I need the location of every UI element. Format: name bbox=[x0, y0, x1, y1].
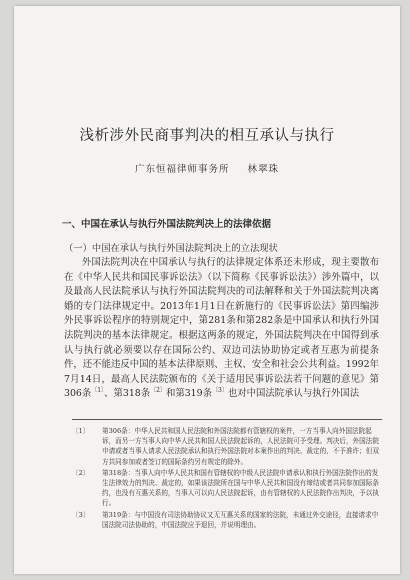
footnote-marker: 〔3〕 bbox=[72, 510, 90, 519]
author-line bbox=[14, 161, 400, 175]
section-heading: 一、中国在承认与执行外国法院判决上的法律依据 bbox=[62, 219, 272, 230]
paragraph-text: 外国法院判决在中国承认与执行的法律规定体系还未形成，现主要散布在《中华人民共和国民事诉讼法》（以下简称《民事诉讼法》）涉外篇中，以及最高人民法院承认与执行外国法院判决的司法解释和关于外国法院判决离婚的专门法律规定中。2013年1月1日在新施行的《民事诉讼法》第四编涉外民事诉讼程序的特别规定中，第281条和第282条是中国承认和执行外国法院判决的基本法律规定。根据这两条的规定，外国法院判决在中国得到承认与执行就必须要以存在国际公约、双边司法协助协定或者互惠为前提条件，还不能违反中国的基本法律原则、主权、安全和社会公共利益。1992年7月14日，最高人民法院颁布的《关于适用民事诉讼法若干问题的意见》第306条 bbox=[64, 257, 379, 400]
document-page bbox=[14, 6, 400, 574]
footnote-text: 第319条：与中国没有司法协助协议又无互惠关系的国家的法院，未通过外交途径，直接请求中国法院司法协助的，中国法院应予退回，并说明理由。 bbox=[102, 510, 379, 529]
footnotes bbox=[72, 426, 382, 531]
footnote-2 bbox=[72, 468, 382, 509]
footnote-divider bbox=[72, 419, 382, 420]
body-text bbox=[64, 256, 379, 402]
author-name: 林翠珠 bbox=[247, 164, 280, 175]
footnote-text: 第306条：中华人民共和国人民法院和外国法院都有管辖权的案件，一方当事人向外国法院起诉，而另一方当事人向中华人民共和国人民法院起诉的，人民法院可予受理。判决后，外国法院申请或者当事人请求人民法院承认和执行外国法院对本案作出的判决、裁定的，不予准许；但双方共同参加或者签订的国际条约另有规定的除外。 bbox=[102, 427, 379, 466]
paragraph-text-mid-1: 、第318条 bbox=[104, 388, 151, 400]
footnote-marker: 〔1〕 bbox=[72, 427, 90, 435]
paragraph-text-end: 也对中国法院承认与执行外国法 bbox=[227, 388, 360, 400]
footnote-ref-2: 〔2〕 bbox=[150, 387, 166, 395]
article-title: 浅析涉外民商事判决的相互承认与执行 bbox=[79, 128, 335, 144]
footnote-3 bbox=[72, 510, 382, 530]
body-paragraph bbox=[64, 256, 379, 402]
footnote-1 bbox=[72, 426, 382, 467]
footnote-ref-3: 〔3〕 bbox=[212, 387, 228, 395]
subsection-heading: （一）中国在承认与执行外国法院判决上的立法现状 bbox=[64, 243, 278, 254]
footnote-ref-1: 〔1〕 bbox=[91, 387, 105, 395]
footnote-text: 第318条：当事人向中华人民共和国有管辖权的中级人民法院申请承认和执行外国法院作出的发生法律效力的判决、裁定的，如果该法院所在国与中华人民共和国没有缔结或者共同参加国际条约，也没有互惠关系的，当事人可以向人民法院起诉，由有管辖权的人民法院作出判决，予以执行。 bbox=[102, 468, 379, 508]
author-organization: 广东恒福律师事务所 bbox=[134, 164, 230, 175]
footnote-marker: 〔2〕 bbox=[72, 468, 90, 477]
paragraph-text-mid-2: 和第319条 bbox=[165, 388, 212, 400]
